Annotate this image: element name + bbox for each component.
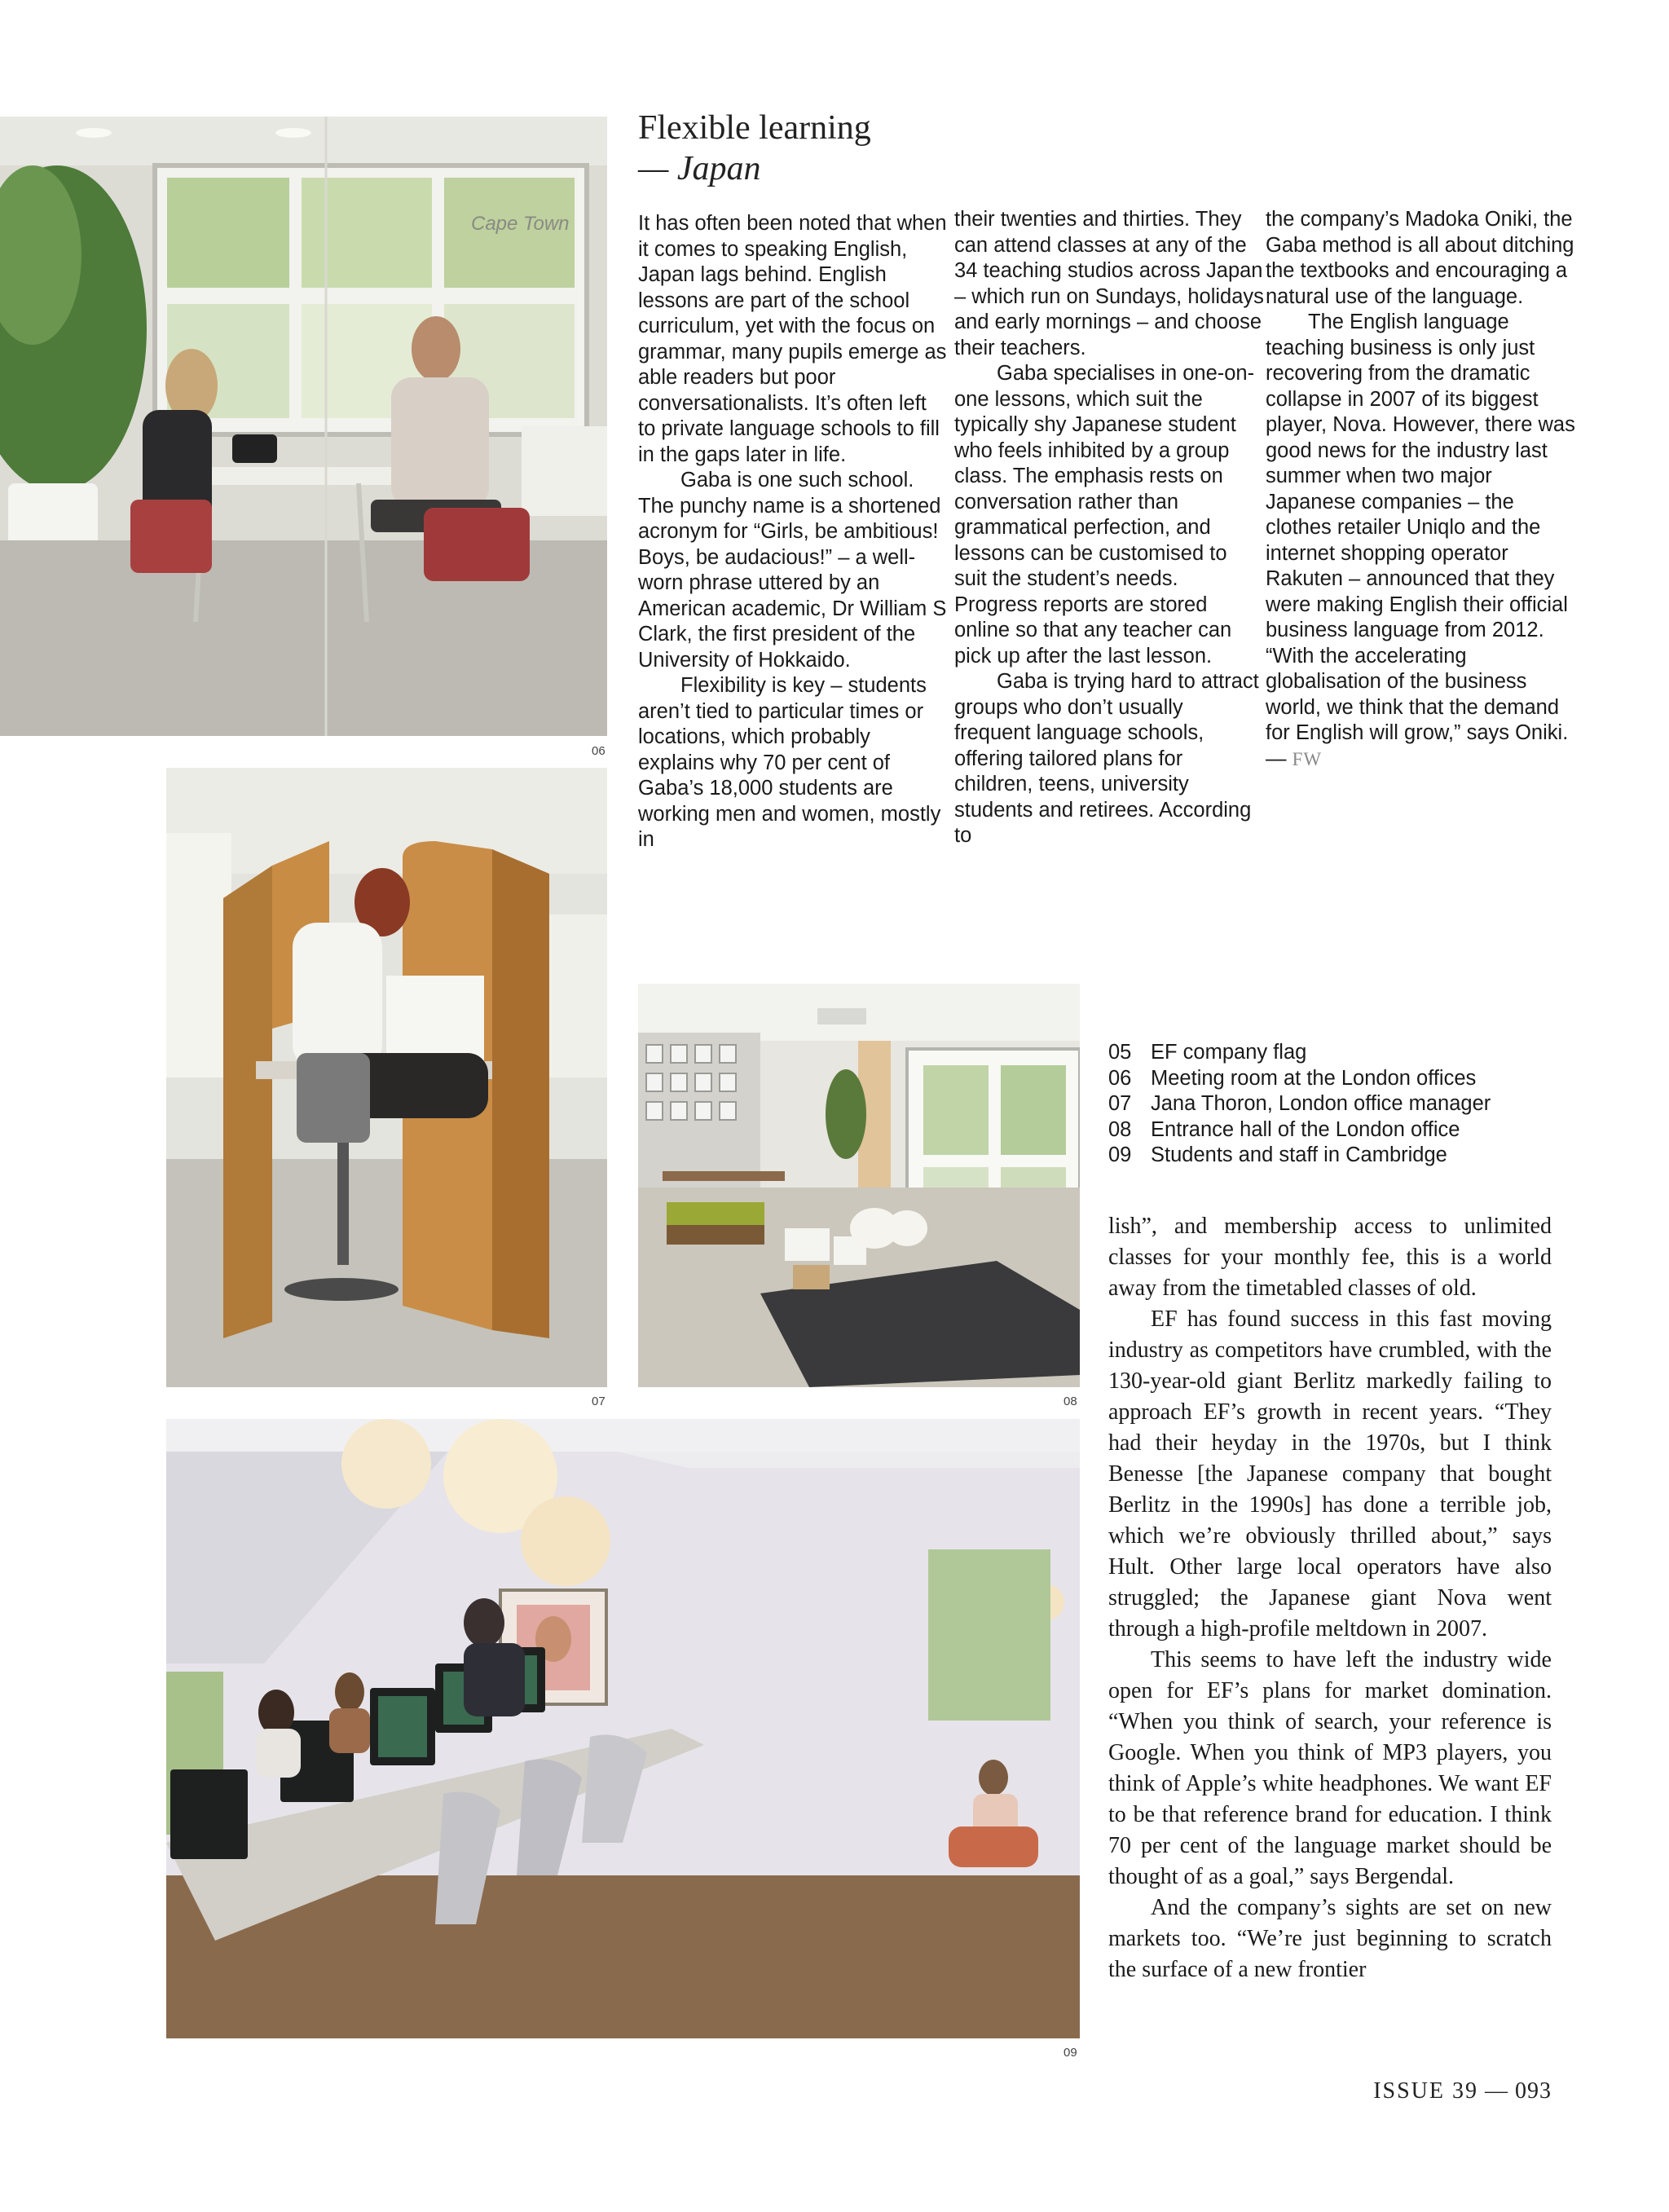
caption-text: Students and staff in Cambridge bbox=[1151, 1143, 1447, 1166]
sidebar-paragraph: the company’s Madoka Oniki, the Gaba method is all about ditching the textbooks and encouraging a natural use of the language. bbox=[1266, 208, 1574, 308]
sidebar-subtitle: — Japan bbox=[638, 150, 761, 187]
body-paragraph: And the company’s sights are set on new markets too. “We’re just beginning to scratch the surface of a new frontier bbox=[1108, 1895, 1552, 1982]
caption-row bbox=[1108, 1117, 1565, 1143]
photo-captions-legend bbox=[1108, 1040, 1565, 1169]
sidebar-paragraph-text: The English language teaching business is only just recovering from the dramatic collapse in 2007 of its biggest player, Nova. However, there was good news for the industry last summer when two major Japanese companies – the clothes retailer Uniqlo and the internet shopping operator Rakuten – announced that they were making English their official business language from 2012. “With the accelerating globalisation of the business world, we think that the demand for English will grow,” says Oniki. — bbox=[1266, 311, 1575, 770]
photo-number-07: 07 bbox=[592, 1395, 606, 1408]
caption-text: Meeting room at the London offices bbox=[1151, 1066, 1477, 1090]
sidebar-column-1 bbox=[638, 211, 948, 853]
caption-number: 08 bbox=[1108, 1117, 1132, 1141]
photo-office-booth bbox=[166, 768, 607, 1387]
caption-number: 06 bbox=[1108, 1066, 1132, 1090]
sidebar-paragraph: Gaba specialises in one-on-one lessons, which suit the typically shy Japanese student who feels inhibited by a group class. The emphasis rests on conversation rather than grammatical perfection, and lessons can be customised to suit the student’s needs. Progress reports are stored online so that any teacher can pick up after the last lesson. bbox=[954, 362, 1255, 668]
caption-row bbox=[1108, 1040, 1565, 1066]
article-body-column bbox=[1108, 1211, 1552, 1985]
photo-meeting-room bbox=[0, 117, 607, 736]
sidebar-paragraph: Gaba is one such school. The punchy name is a shortened acronym for “Girls, be ambitious! Boys, be audacious!” – a well-worn phrase uttered by an American academic, Dr William S Clark, the first president of the University of Hokkaido. bbox=[638, 469, 947, 672]
photo-computer-room bbox=[166, 1419, 1080, 2038]
page-folio bbox=[1373, 2078, 1552, 2104]
caption-number: 05 bbox=[1108, 1041, 1132, 1064]
sidebar-paragraph: It has often been noted that when it comes to speaking English, Japan lags behind. English lessons are part of the school curriculum, yet with the focus on grammar, many pupils emerge as able readers but poor conversationalists. It’s often left to private language schools to fill in the gaps later in life. bbox=[638, 212, 947, 466]
sidebar-column-3 bbox=[1266, 207, 1575, 772]
sidebar-column-2 bbox=[954, 207, 1264, 849]
sidebar-paragraph: Gaba is trying hard to attract groups who don’t usually frequent language schools, offering tailored plans for children, teens, university students and retirees. According to bbox=[954, 670, 1259, 847]
caption-row bbox=[1108, 1091, 1565, 1117]
photo-entrance-hall bbox=[638, 984, 1080, 1387]
sidebar-paragraph bbox=[1266, 310, 1575, 772]
caption-number: 09 bbox=[1108, 1143, 1132, 1166]
caption-text: Jana Thoron, London office manager bbox=[1151, 1092, 1491, 1115]
cape-town-sign: Cape Town bbox=[471, 213, 570, 235]
caption-text: EF company flag bbox=[1151, 1041, 1307, 1064]
caption-row bbox=[1108, 1143, 1565, 1169]
body-paragraph: lish”, and membership access to unlimited classes for your monthly fee, this is a world away from the timetabled classes of old. bbox=[1108, 1214, 1552, 1301]
sidebar-paragraph: Flexibility is key – students aren’t tied to particular times or locations, which probably explains why 70 per cent of Gaba’s 18,000 students are working men and women, mostly in bbox=[638, 674, 941, 851]
sidebar-title: Flexible learning bbox=[638, 109, 871, 147]
folio-separator: — bbox=[1478, 2078, 1515, 2104]
photo-number-08: 08 bbox=[1063, 1395, 1077, 1408]
photo-number-09: 09 bbox=[1063, 2046, 1077, 2060]
caption-text: Entrance hall of the London office bbox=[1151, 1117, 1460, 1141]
issue-number: ISSUE 39 bbox=[1373, 2078, 1478, 2104]
sidebar-paragraph: their twenties and thirties. They can attend classes at any of the 34 teaching studios across Japan – which run on Sundays, holidays and early mornings – and choose their teachers. bbox=[954, 208, 1264, 359]
page-number: 093 bbox=[1515, 2078, 1552, 2104]
body-paragraph: EF has found success in this fast moving industry as competitors have crumbled, with the 130-year-old giant Berlitz markedly failing to approach EF’s growth in recent years. “They had their heyday in the 1970s, but I think Benesse [the Japanese company that bought Berlitz in the 1990s] has done a terrible job, which we’re obviously thrilled about,” says Hult. Other large local operators have also struggled; the Japanese giant Nova went through a high-profile meltdown in 2007. bbox=[1108, 1306, 1552, 1641]
body-paragraph: This seems to have left the industry wide open for EF’s plans for market domination. “When you think of search, your reference is Google. When you think of MP3 players, you think of Apple’s white headphones. We want EF to be that reference brand for education. I think 70 per cent of the language market should be thought of as a goal,” says Bergendal. bbox=[1108, 1647, 1552, 1889]
caption-row bbox=[1108, 1066, 1565, 1092]
author-initials: FW bbox=[1292, 748, 1323, 769]
photo-number-06: 06 bbox=[592, 744, 606, 758]
sidebar-heading bbox=[638, 108, 964, 189]
caption-number: 07 bbox=[1108, 1092, 1132, 1115]
